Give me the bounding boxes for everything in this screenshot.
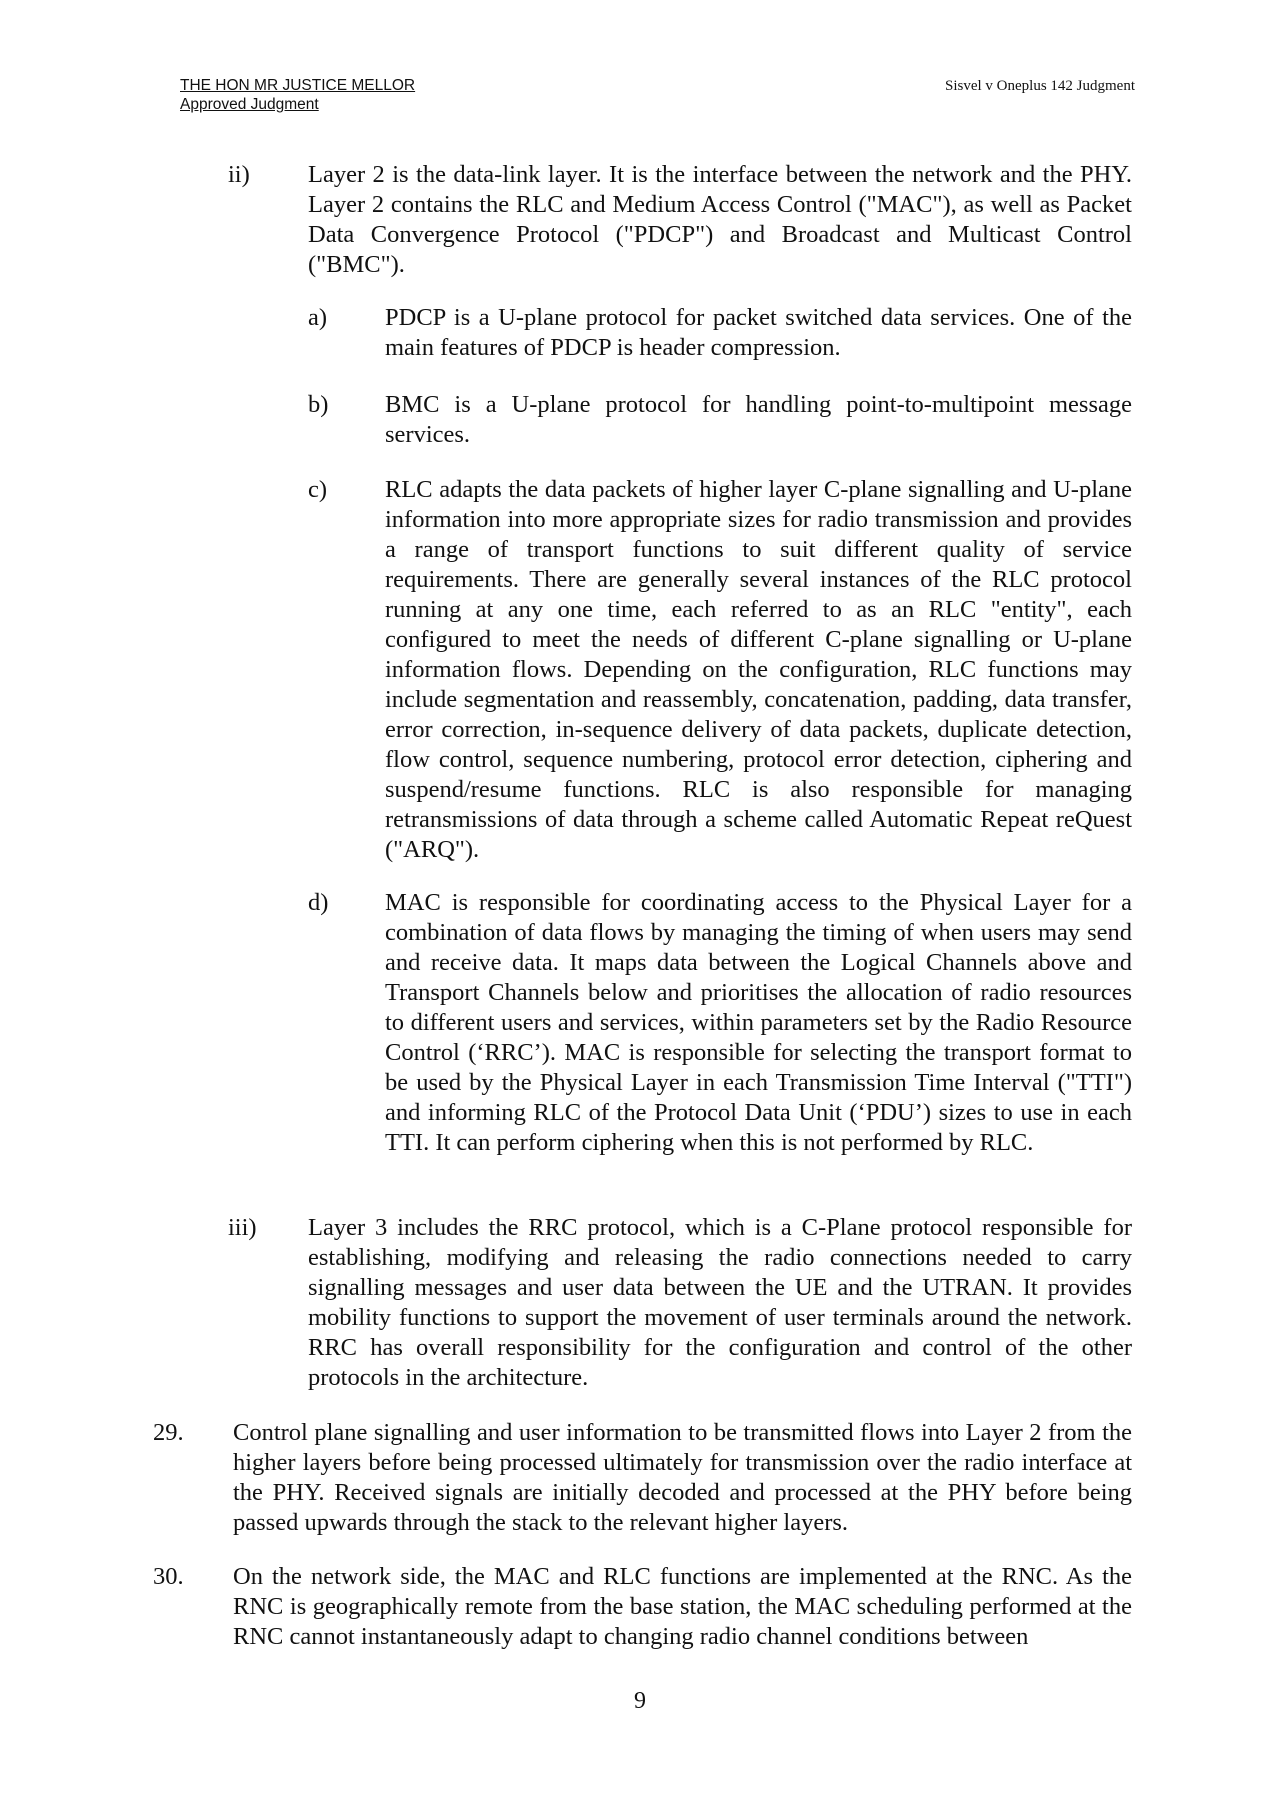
- paragraph-layer-2: Layer 2 is the data-link layer. It is the interface between the network and the PHY. Layer 2 contains the RLC and Medium Access Control ("MAC"), as well as Packet Data Convergence Protocol ("PDCP") and Broadcast and Multicast Control ("BMC").: [308, 161, 1132, 278]
- paragraph-layer-3: Layer 3 includes the RRC protocol, which is a C-Plane protocol responsible for establishing, modifying and releasing the radio connections needed to carry signalling messages and user data between the UE and the UTRAN. It provides mobility functions to support the movement of user terminals around the network. RRC has overall responsibility for the configuration and control of the other protocols in the architecture.: [308, 1214, 1132, 1391]
- paragraph-pdcp: PDCP is a U-plane protocol for packet switched data services. One of the main features of PDCP is header compression.: [385, 304, 1132, 361]
- paragraph-mac: MAC is responsible for coordinating access to the Physical Layer for a combination of data flows by managing the timing of when users may send and receive data. It maps data between the Logical Channels above and Transport Channels below and prioritises the allocation of radio resources to different users and services, within parameters set by the Radio Resource Control (‘RRC’). MAC is responsible for selecting the transport format to be used by the Physical Layer in each Transmission Time Interval ("TTI") and informing RLC of the Protocol Data Unit (‘PDU’) sizes to use in each TTI. It can perform ciphering when this is not performed by RLC.: [385, 889, 1132, 1156]
- paragraph-29: Control plane signalling and user information to be transmitted flows into Layer 2 from the higher layers before being processed ultimately for transmission over the radio interface at the PHY. Received signals are initially decoded and processed at the PHY before being passed upwards through the stack to the relevant higher layers.: [233, 1419, 1132, 1536]
- paragraph-rlc: RLC adapts the data packets of higher layer C-plane signalling and U-plane information into more appropriate sizes for radio transmission and provides a range of transport functions to suit different quality of service requirements. There are generally several instances of the RLC protocol running at any one time, each referred to as an RLC "entity", each configured to meet the needs of different C-plane signalling or U-plane information flows. Depending on the configuration, RLC functions may include segmentation and reassembly, concatenation, padding, data transfer, error correction, in-sequence delivery of data packets, duplicate detection, flow control, sequence numbering, protocol error detection, ciphering and suspend/resume functions. RLC is also responsible for managing retransmissions of data through a scheme called Automatic Repeat reQuest ("ARQ").: [385, 476, 1132, 863]
- paragraph-number-30: 30.: [153, 1563, 184, 1590]
- paragraph-30: On the network side, the MAC and RLC functions are implemented at the RNC. As the RNC is geographically remote from the base station, the MAC scheduling performed at the RNC cannot instantaneously adapt to changing radio channel conditions between: [233, 1563, 1132, 1650]
- item-label-b: b): [308, 391, 329, 418]
- page-header-left: [180, 76, 415, 114]
- approved-judgment-label: Approved Judgment: [180, 96, 319, 113]
- paragraph-bmc: BMC is a U-plane protocol for handling point-to-multipoint message services.: [385, 391, 1132, 448]
- item-label-iii: iii): [228, 1214, 257, 1241]
- judge-name: THE HON MR JUSTICE MELLOR: [180, 77, 416, 94]
- paragraph-number-29: 29.: [153, 1419, 184, 1446]
- item-label-a: a): [308, 304, 328, 331]
- item-label-d: d): [308, 889, 329, 916]
- case-reference: Sisvel v Oneplus 142 Judgment: [945, 78, 1135, 94]
- item-label-c: c): [308, 476, 328, 503]
- page-number: 9: [634, 1688, 646, 1714]
- item-label-ii: ii): [228, 161, 250, 188]
